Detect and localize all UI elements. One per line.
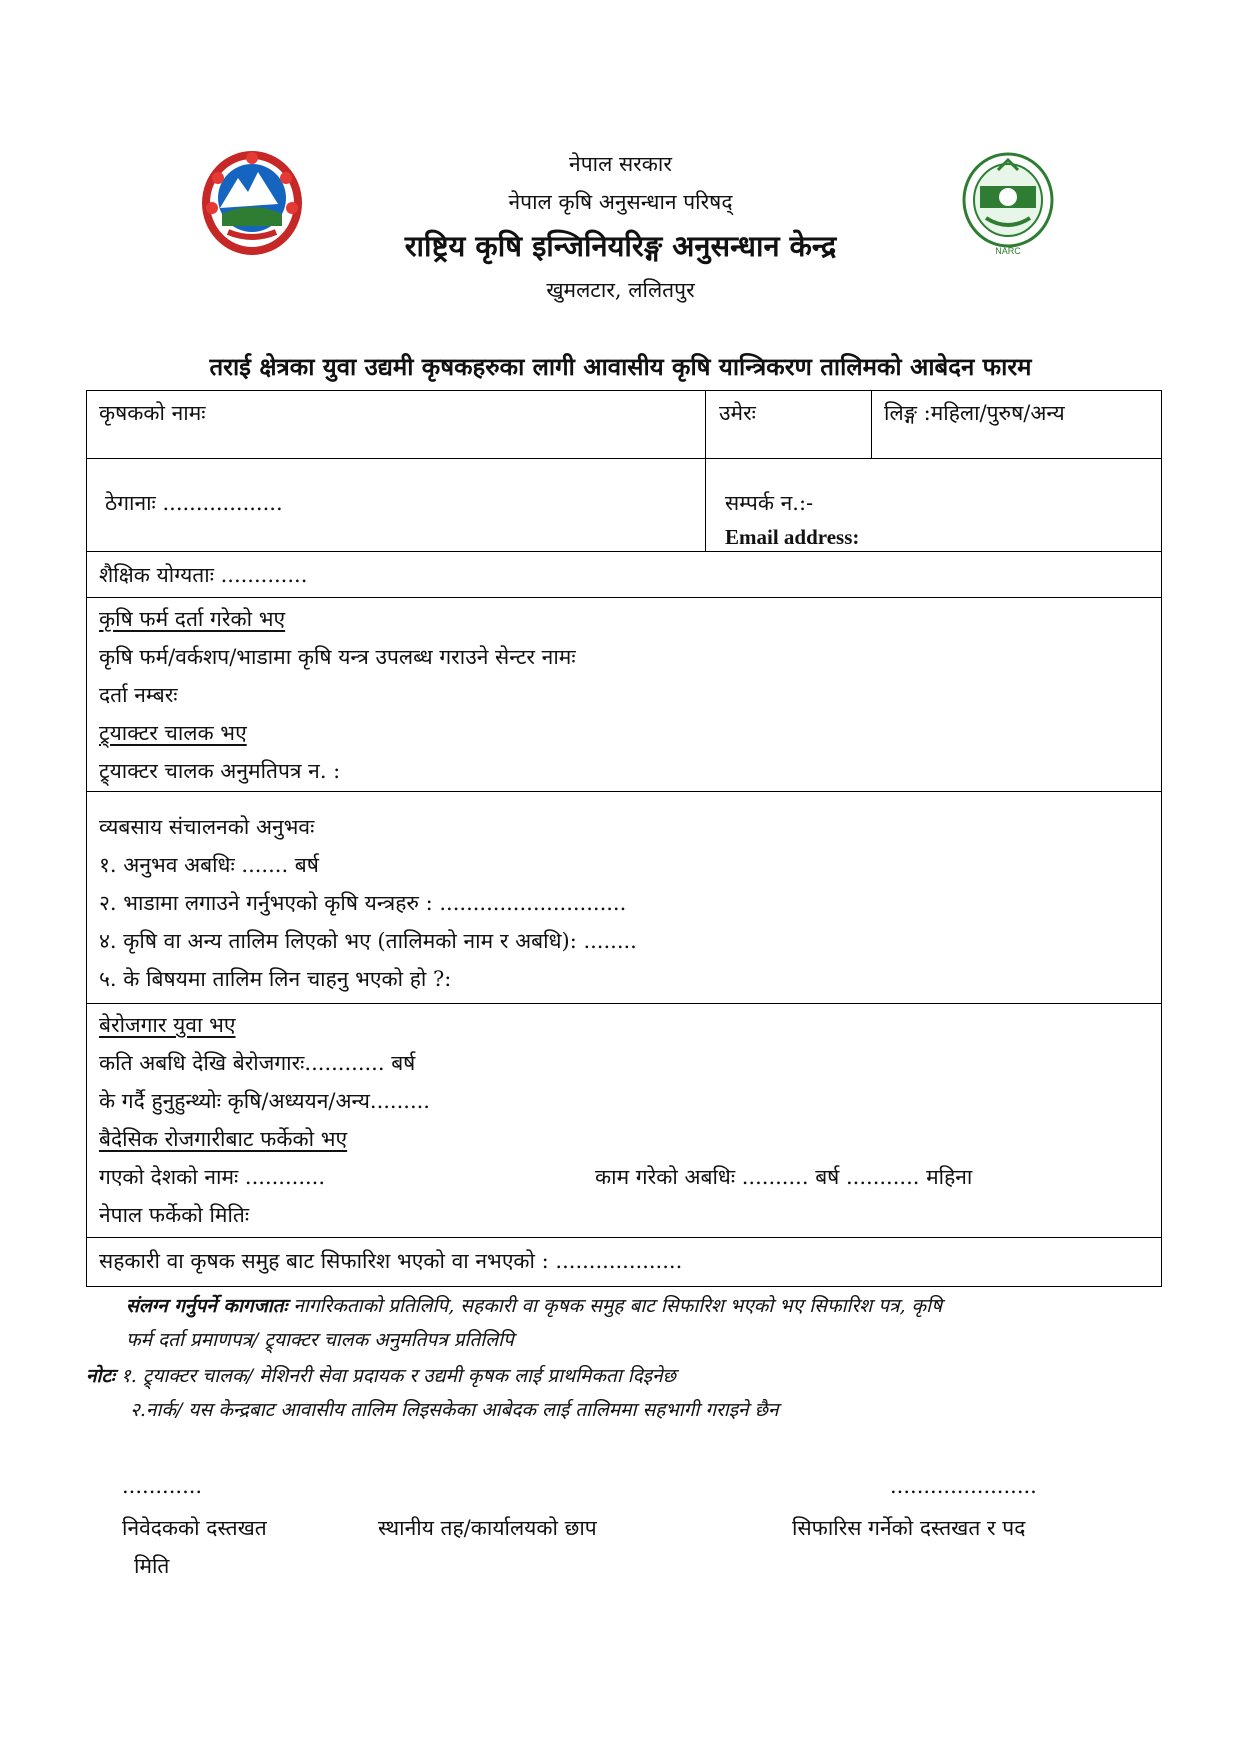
- contact-field[interactable]: सम्पर्क न.:-: [725, 491, 814, 515]
- header-line-govt: नेपाल सरकार: [569, 152, 672, 176]
- farm-name-field[interactable]: कृषि फर्म/वर्कशप/भाडामा कृषि यन्त्र उपलब्ध गराउने सेन्टर नामः: [99, 645, 576, 669]
- email-field[interactable]: Email address:: [725, 525, 860, 549]
- row-divider: [87, 1003, 1161, 1004]
- form-title: तराई क्षेत्रका युवा उद्यमी कृषकहरुका लागी आवासीय कृषि यान्त्रिकरण तालिमको आबेदन फारम: [209, 352, 1032, 381]
- rented-machines-field[interactable]: २. भाडामा लगाउने गर्नुभएको कृषि यन्त्रहरु : ............................: [99, 891, 627, 915]
- experience-duration-field[interactable]: १. अनुभव अबधिः ....... बर्ष: [99, 853, 319, 877]
- attachments-label: संलग्न गर्नुपर्ने कागजातः: [126, 1295, 288, 1317]
- recommender-signature-line: ......................: [890, 1474, 1037, 1498]
- col-divider: [705, 391, 706, 551]
- note-line-1: [86, 1362, 676, 1388]
- header-line-centre: राष्ट्रिय कृषि इन्जिनियरिङ्ग अनुसन्धान केन्द्र: [404, 229, 837, 263]
- previous-activity-field[interactable]: के गर्दै हुनुहुन्थ्योः कृषि/अध्ययन/अन्य.........: [99, 1089, 430, 1113]
- row-divider: [87, 597, 1161, 598]
- applicant-signature-label: निवेदकको दस्तखत: [122, 1516, 267, 1540]
- farm-registered-heading: कृषि फर्म दर्ता गरेको भए: [99, 607, 286, 631]
- application-form: [86, 390, 1162, 1287]
- note-line-2: २.नार्क/ यस केन्द्रबाट आवासीय तालिम लिइसकेका आबेदक लाई तालिममा सहभागी गराइने छैन: [130, 1399, 779, 1421]
- unemployed-since-field[interactable]: कति अबधि देखि बेरोजगारः............ बर्ष: [99, 1051, 416, 1075]
- training-taken-field[interactable]: ४. कृषि वा अन्य तालिम लिएको भए (तालिमको नाम र अबधि): ........: [99, 929, 637, 953]
- date-label: मिति: [134, 1554, 170, 1578]
- attachments-note: [126, 1292, 942, 1318]
- country-field[interactable]: गएको देशको नामः ............: [99, 1165, 326, 1189]
- header-line-council: नेपाल कृषि अनुसन्धान परिषद्: [508, 190, 733, 214]
- note-1-text: १. ट्र्याक्टर चालक/ मेशिनरी सेवा प्रदायक र उद्यमी कृषक लाई प्राथमिकता दिइनेछ: [114, 1365, 677, 1387]
- row-divider: [87, 791, 1161, 792]
- attachments-text-2: फर्म दर्ता प्रमाणपत्र/ ट्र्याक्टर चालक अनुमतिपत्र प्रतिलिपि: [126, 1329, 514, 1351]
- recommender-signature-label: सिफारिस गर्नेको दस्तखत र पद: [792, 1516, 1026, 1540]
- return-date-field[interactable]: नेपाल फर्केको मितिः: [99, 1203, 250, 1227]
- gender-field[interactable]: लिङ्ग :महिला/पुरुष/अन्य: [884, 401, 1065, 425]
- row-divider: [87, 1237, 1161, 1238]
- header-line-location: खुमलटार, ललितपुर: [546, 278, 695, 302]
- experience-heading: व्यबसाय संचालनको अनुभवः: [99, 815, 315, 839]
- office-stamp-label: स्थानीय तह/कार्यालयको छाप: [378, 1516, 597, 1540]
- recommendation-field[interactable]: सहकारी वा कृषक समुह बाट सिफारिश भएको वा नभएको : ...................: [99, 1249, 683, 1273]
- row-divider: [87, 551, 1161, 552]
- age-field[interactable]: उमेरः: [719, 401, 756, 425]
- col-divider: [871, 391, 872, 458]
- training-interest-field[interactable]: ५. के बिषयमा तालिम लिन चाहनु भएको हो ?:: [99, 967, 452, 991]
- address-field[interactable]: ठेगानाः ..................: [105, 491, 283, 515]
- applicant-signature-line: ............: [122, 1474, 203, 1498]
- license-number-field[interactable]: ट्र्याक्टर चालक अनुमतिपत्र न. :: [99, 759, 341, 783]
- unemployed-heading: बेरोजगार युवा भए: [99, 1013, 236, 1037]
- tractor-driver-heading: ट्र्याक्टर चालक भए: [99, 721, 247, 745]
- foreign-return-heading: बैदेसिक रोजगारीबाट फर्केको भए: [99, 1127, 348, 1151]
- registration-number-field[interactable]: दर्ता नम्बरः: [99, 683, 178, 707]
- work-duration-field[interactable]: काम गरेको अबधिः .......... बर्ष ........... महिना: [595, 1165, 973, 1189]
- attachments-text: नागरिकताको प्रतिलिपि, सहकारी वा कृषक समुह बाट सिफारिश भएको भए सिफारिश पत्र, कृषि: [287, 1295, 943, 1317]
- note-label: नोटः: [86, 1365, 115, 1387]
- narc-logo-text: NARC: [995, 246, 1021, 256]
- name-field[interactable]: कृषकको नामः: [99, 401, 206, 425]
- education-field[interactable]: शैक्षिक योग्यताः .............: [99, 563, 308, 587]
- row-divider: [87, 458, 1161, 459]
